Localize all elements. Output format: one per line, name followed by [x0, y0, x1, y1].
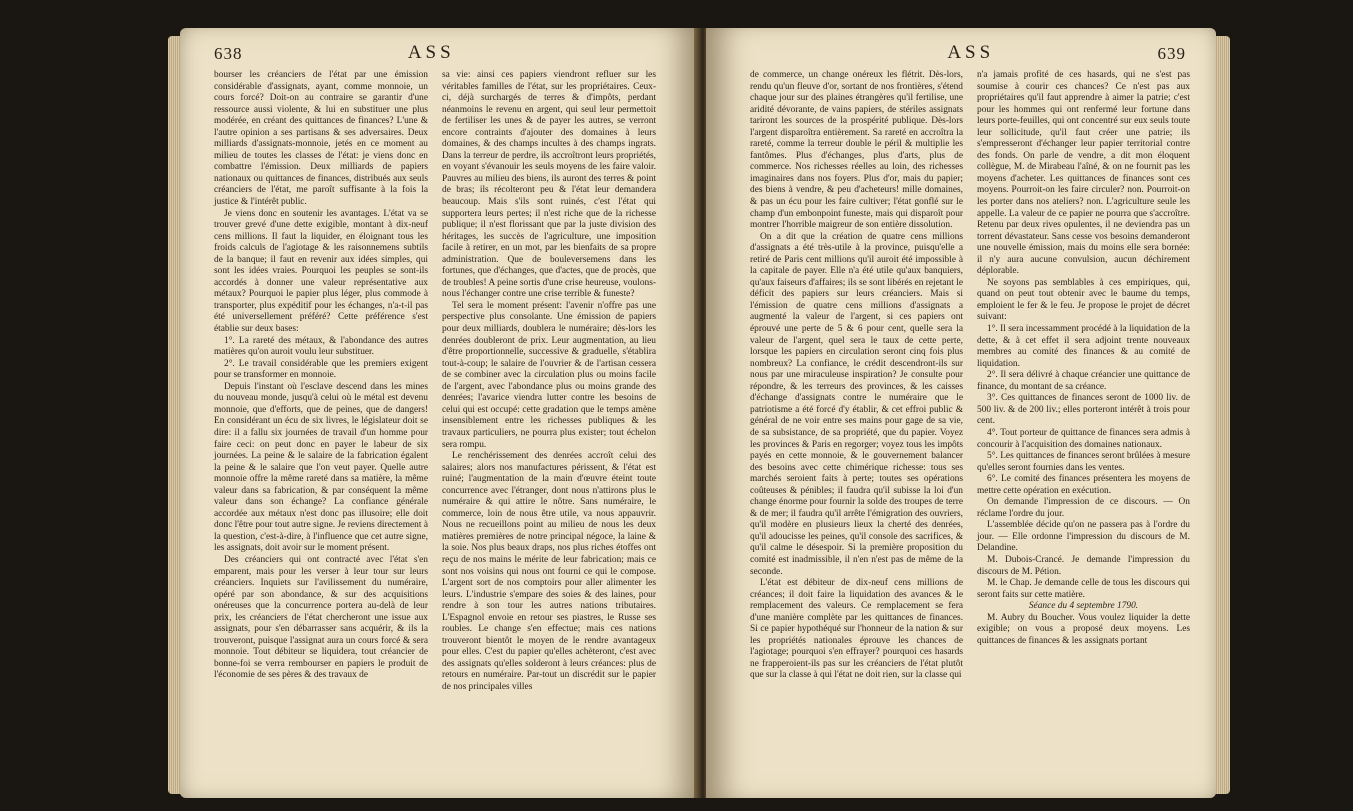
left-page-header — [180, 28, 698, 64]
paragraph: 2°. Il sera délivré à chaque créancier une quittance de finance, du montant de sa créance. — [977, 370, 1190, 392]
text-column — [214, 70, 428, 694]
open-book — [150, 28, 1240, 798]
paragraph: 5°. Les quittances de finances seront brûlées à mesure qu'elles seront fournies dans les ventes. — [977, 451, 1190, 473]
paragraph: Depuis l'instant où l'esclave descend dans les mines du nouveau monde, jusqu'à celui où le métal est devenu monnoie, que d'efforts, que de peines, que de dangers! En considérant un écu de six livres, le législateur doit se dire: il a fallu six journées de travail d'un homme pour faire ceci: on peut donc en payer le labeur de six journées. La peine & le salaire de la fabrication égalent la peine & le salaire que l'on veut payer. Quelle autre monnoie offre la même rareté dans sa matière, la même valeur dans sa fabrication, & par conséquent la même valeur dans son échange? La confiance générale accordée aux métaux n'est donc pas illusoire; elle doit donc l'être pour tout autre signe. Je reviens directement à la question, c'est-à-dire, à l'influence que cet autre signe, les assignats, doit avoir sur le moment présent. — [214, 381, 428, 554]
running-head: ASS — [407, 42, 455, 63]
paragraph: Séance du 4 septembre 1790. — [1028, 601, 1139, 612]
paragraph: 4°. Tout porteur de quittance de finances sera admis à concourir à l'acquisition des domaines nationaux. — [977, 427, 1190, 450]
paragraph: M. Aubry du Boucher. Vous voulez liquider la dette exigible; on vous a proposé deux moyens. Les quittances de finances & les assignats portant — [977, 612, 1190, 646]
text-column — [750, 70, 963, 682]
paragraph: bourser les créanciers de l'état par une émission considérable d'assignats, ayant, comme monnoie, un cours forcé? Doit-on au contraire se garantir d'une ressource aussi violente, & lui en substituer une plus modérée, en créant des quittances de finances? L'une & l'autre opinion a ses partisans & ses adversaires. Deux milliards d'assignats-monnoie, jetés en ce moment au milieu de toutes les classes de l'état: je viens donc en combattre l'émission. Deux milliards de papiers nationaux ou quittances de finances, distribués aux seuls créanciers de l'état, me paroît suffisante à la fois la justice & l'intérêt public. — [214, 70, 428, 208]
paragraph: On demande l'impression de ce discours. — On réclame l'ordre du jour. — [977, 497, 1190, 519]
paragraph: 1°. Il sera incessamment procédé à la liquidation de la dette, & à cet effet il sera adjoint trente nouveaux membres au comité des finances & au comité de liquidation. — [977, 324, 1190, 369]
text-column — [442, 70, 656, 694]
paragraph: Ne soyons pas semblables à ces empiriques, qui, quand on peut tout obtenir avec le baume du temps, emploient le fer & le feu. Je propose le projet de décret suivant: — [977, 277, 1190, 323]
right-page-header — [706, 28, 1216, 64]
paragraph: Je viens donc en soutenir les avantages. L'état va se trouver grevé d'une dette exigible, montant à dix-neuf cens millions. Il faut la liquider, en éloignant tous les froids calculs de l'agiotage & les raisonnemens subtils de la banque; il faut en revenir aux idées simples, qui sont les idées vraies. Pourquoi les peuples se sont-ils accordés à donner une valeur représentative aux métaux? Pourquoi le papier plus léger, plus commode à transporter, plus expéditif pour les échanges, n'a-t-il pas été universellement préféré? Cette préférence s'est établie sur deux bases: — [214, 208, 428, 335]
paragraph: Des créanciers qui ont contracté avec l'état s'en emparent, mais pour les verser à leur tour sur leurs créanciers. Inquiets sur l'avilissement du numéraire, opéré par son abondance, & sur des acquisitions onéreuses que la concurrence portera au-delà de leur prix, les créanciers de l'état chercheront une issue aux assignats, pour s'en débarrasser sans acquérir, & ils la trouveront, puisque l'assignat aura un cours forcé & sera monnoie. Tout débiteur se liquidera, tout créancier de bonne-foi se verra rembourser en papiers le produit de l'économie de ses pères & des travaux de — [214, 554, 428, 681]
paragraph: de commerce, un change onéreux les flétrit. Dès-lors, rendu qu'un fleuve d'or, sortant de nos frontières, s'étend chaque jour sur des plaines étrangères qu'il fertilise, une aridité dévorante, de vains papiers, de stériles assignats tariront les sources de la prospérité publique. Dès-lors l'argent disparoîtra entièrement. Sa rareté en accroîtra la rareté, comme la terreur double le péril & multiplie les fantômes. Plus d'échanges, plus d'arts, plus de commerce. Nos richesses réelles au loin, des richesses imaginaires dans nos foyers. Plus d'or, mais du papier; des biens à vendre, & peu d'acheteurs! mille domaines, & pas un écu pour les faire cultiver; l'état gonflé sur le champ d'un embonpoint funeste, mais qui disparoît pour montrer l'horrible maigreur de son entière dissolution. — [750, 70, 963, 231]
paragraph: 6°. Le comité des finances présentera les moyens de mettre cette opération en exécution. — [977, 474, 1190, 496]
left-page — [180, 28, 698, 798]
page-number: 639 — [1157, 44, 1186, 63]
paragraph: sa vie: ainsi ces papiers viendront refluer sur les véritables familles de l'état, sur les propriétaires. Ceux-ci, déjà surchargés de terres & d'impôts, perdant néanmoins le revenu en argent, qui seul leur permettoit de fertiliser les unes & de payer les autres, se verront encore contraints d'ajouter des domaines à leurs domaines, & des champs incultes à des champs ingrats. Dans la terreur de perdre, ils accroîtront leurs propriétés, en voyant s'évanouir les seuls moyens de les faire valoir. Pauvres au milieu des biens, ils auront des terres & point de bras; ils récolteront peu & l'état leur demandera beaucoup. Mais s'ils sont ruinés, c'est l'état qui supportera leurs pertes; il n'est riche que de la richesse publique; il n'est florissant que par la juste division des héritages, les succès de l'agriculture, une imposition facile à retirer, en un mot, par les bienfaits de sa propre administration. Que de bouleversemens dans les fortunes, que d'échanges, que d'actes, que de procès, que de troubles! A peine sortis d'une crise heureuse, voulons-nous l'échanger contre une crise terrible & funeste? — [442, 70, 656, 300]
paragraph: Le renchérissement des denrées accroît celui des salaires; alors nos manufactures périssent, & l'état est ruiné; l'augmentation de la main d'œuvre éteint toute concurrence avec l'étranger, dont nous n'attirons plus le numéraire & qui attire le nôtre. Sans numéraire, le commerce, loin de nous être utile, va nous appauvrir. Nous ne recueillons point au milieu de nous les deux matières premières de notre principal négoce, la laine & la soie. Nos plus beaux draps, nos plus riches étoffes ont reçu de nos mains le mérite de leur fabrication; mais ce sont nos voisins qui nous ont fourni ce qui le compose. L'argent sort de nos comptoirs pour aller alimenter les leurs. L'industrie s'empare des soies & des laines, pour rendre à son tour les autres nations tributaires. L'Espagnol envoie en retour ses piastres, le Russe ses roubles. Le change s'en effectue; mais ces nations trouveront bientôt le moyen de le rendre avantageux pour elles. C'est du papier qu'elles achèteront, c'est avec des assignats qu'elles solderont à leurs créances: plus de retours en numéraire. Par-tout un discrédit sur le papier de nos principales villes — [442, 451, 656, 692]
paragraph: 1°. La rareté des métaux, & l'abondance des autres matières qu'on auroit voulu leur substituer. — [214, 335, 428, 358]
paragraph: 3°. Ces quittances de finances seront de 1000 liv. de 500 liv. & de 200 liv.; elles porteront intérêt à trois pour cent. — [977, 393, 1190, 427]
paragraph: L'état est débiteur de dix-neuf cens millions de créances; il doit faire la liquidation des avances & le remplacement des valeurs. Ce remplacement se fera d'une manière complète par les quittances de finances. Si ce papier hypothéqué sur l'honneur de la nation & sur les propriétés nationales éprouve les chances de l'agiotage; pourquoi s'en effrayer? pourquoi ces hasards ne frapperoient-ils pas sur les créanciers de l'état plutôt que sur la classe à qui l'état ne doit rien, sur la classe qui — [750, 578, 963, 681]
paragraph: M. Dubois-Crancé. Je demande l'impression du discours de M. Pétion. — [977, 554, 1190, 577]
left-page-columns — [180, 64, 698, 694]
right-page-columns — [706, 64, 1216, 682]
page-number: 638 — [214, 44, 243, 63]
paragraph: 2°. Le travail considérable que les premiers exigent pour se transformer en monnoie. — [214, 358, 428, 381]
running-head: ASS — [947, 42, 995, 63]
paragraph: n'a jamais profité de ces hasards, qui ne s'est pas soumise à courir ces chances? Ce n'est pas aux propriétaires qu'il faut apprendre à aimer la patrie; c'est pour les hommes qui ont renfermé leur fortune dans leurs porte-feuilles, qui ont concentré sur eux seuls toute leur sollicitude, qu'il faut créer une patrie; ils s'empresseront d'échanger leur papier territorial contre des fonds. On parle de vendre, a dit mon éloquent collègue, M. de Mirabeau l'aîné, & on ne fournit pas les moyens d'acheter. Les quittances de finances sont ces moyens. Pourroit-on les faire circuler? non. Pourroit-on les porter dans nos ateliers? non. L'agriculture seule les appelle. La valeur de ce papier ne pourra que s'accroître. Retenu par deux rives opulentes, il ne deviendra pas un torrent dévastateur. Sans cesse vos besoins demanderont une nouvelle émission, mais du moins elle sera bornée: il n'y aura aucune convulsion, aucun déchirement déplorable. — [977, 70, 1190, 277]
page-edges-right — [1214, 36, 1230, 794]
paragraph: Tel sera le moment présent: l'avenir n'offre pas une perspective plus consolante. Une émission de papiers pour deux milliards, doublera le numéraire; dès-lors les denrées doubleront de prix. Leur augmentation, au lieu d'être proportionnelle, successive & graduelle, s'établira tout-à-coup; le salaire de l'ouvrier & de l'artisan cessera de se combiner avec la circulation plus ou moins facile de l'argent, avec l'abondance plus ou moins grande des denrées; l'avarice viendra lutter contre les besoins de celui qui est occupé: cette gradation que le temps amène insensiblement entre les richesses publiques & les travaux particuliers, ne pourra plus exister; tout échelon sera rompu. — [442, 300, 656, 450]
paragraph: On a dit que la création de quatre cens millions d'assignats a été très-utile à la province, puisqu'elle a retiré de Paris cent millions qu'il auroit été impossible à la capitale de payer. Elle n'a été utile qu'aux banquiers, qu'aux faiseurs d'affaires; ils se sont libérés en rejetant le déficit des papiers sur leurs créanciers. Mais si l'émission de quatre cens millions d'assignats a augmenté la valeur de l'argent, si ces papiers ont éprouvé une perte de 5 & 6 pour cent, quelle sera la valeur de l'argent, quel sera le taux de cette perte, lorsque les papiers en circulation seront cinq fois plus nombreux? La confiance, le crédit descendront-ils sur nous par une miraculeuse inspiration? Je consulte pour répondre, & les terreurs des provinces, & les caisses d'échange d'assignats contre le numéraire que le patriotisme a été forcé d'y établir, & cet effroi public & général de ne voir entre ses mains pour gage de sa vie, de sa subsistance, de sa propriété, que du papier. Voyez les provinces & Paris en regorger; voyez tous les impôts payés en cette monnoie, & le gouvernement balancer des besoins avec cette chimérique richesse: tous ses marchés seroient faits à perte; toutes ses opérations coûteuses & pénibles; il faudra qu'il subisse la loi d'un change énorme pour fournir la solde des troupes de terre & de mer; il faudra qu'il arrête l'émigration des ouvriers, qu'il modère en plusieurs lieux la cherté des denrées, qu'il adoucisse les peines, qu'il console des sacrifices, & qu'il calme le désespoir. Si la première proposition du comité est inadmissible, il n'en n'est pas de même de la seconde. — [750, 231, 963, 577]
paragraph: M. le Chap. Je demande celle de tous les discours qui seront faits sur cette matière. — [977, 578, 1190, 600]
paragraph: L'assemblée décide qu'on ne passera pas à l'ordre du jour. — Elle ordonne l'impression du discours de M. Delandine. — [977, 520, 1190, 554]
text-column — [977, 70, 1190, 682]
right-page — [706, 28, 1216, 798]
